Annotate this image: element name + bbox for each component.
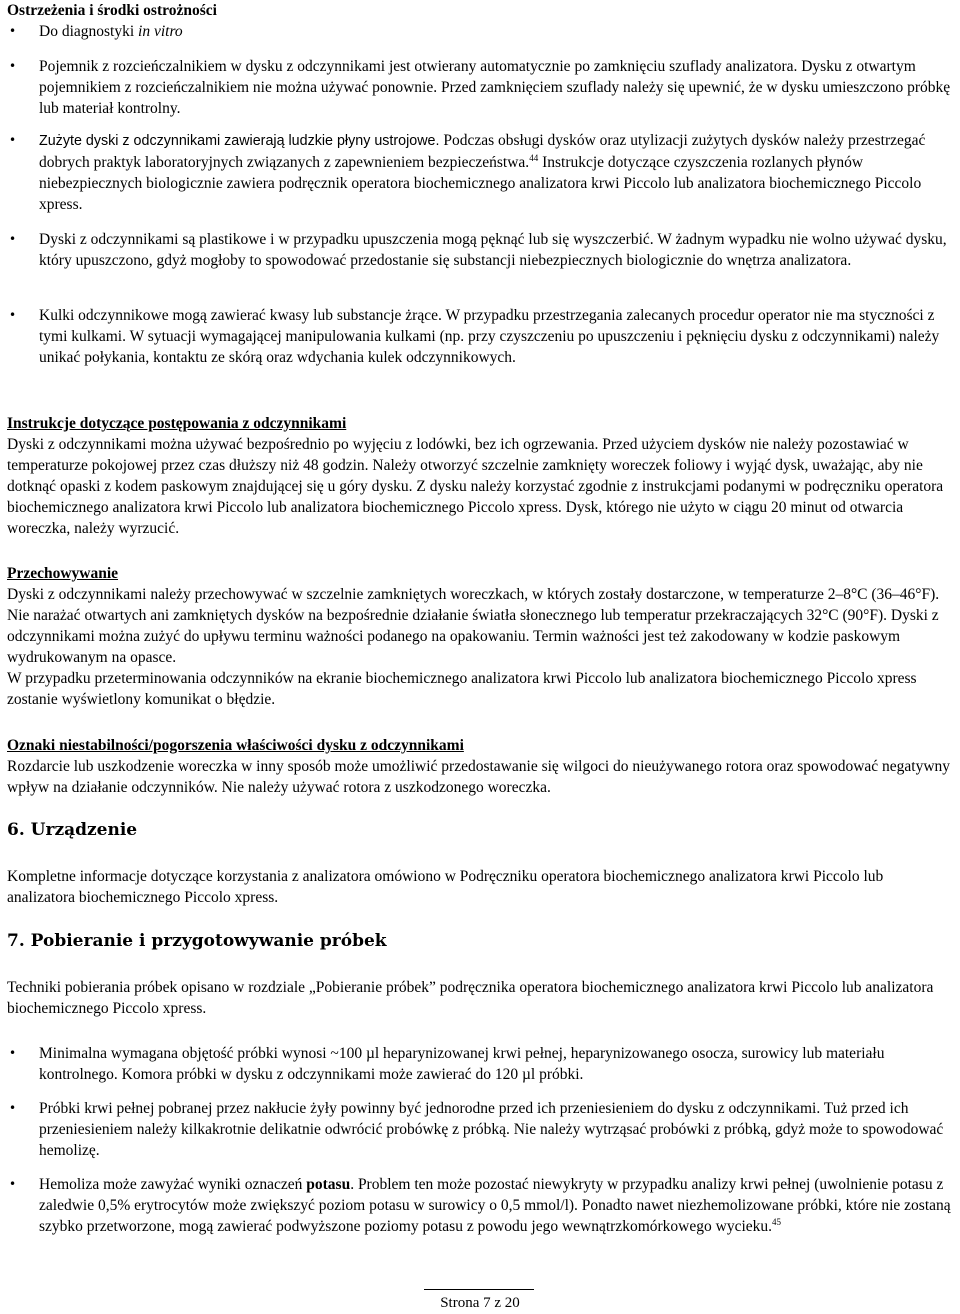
bullet-text: Dyski z odczynnikami są plastikowe i w przypadku upuszczenia mogą pęknąć lub się wyszczerbić. W żadnym wypadku nie wolno używać dysku, który upuszczono, gdyż mogłoby to spowodować przedostanie się substancji niebezpiecznych biologicznie do wnętrza analizatora. bbox=[39, 231, 947, 269]
warnings-bullet-4 bbox=[7, 305, 953, 368]
bullet-text-rest: . Problem ten może pozostać niewykryty w przypadku analizy krwi pełnej (uwolnienie potasu z zaledwie 0,5% erytrocytów może zwiększyć poziom potasu w surowicy o 0,5 mmol/l). Ponadto nawet niezhemolizowane próbki, które nie zostaną szybko przetworzone, mogą zawierać podwyższone poziomy potasu z powodu jego wewnątrzkomórkowego wycieku. bbox=[39, 1176, 951, 1235]
section-6-title: 6. Urządzenie bbox=[7, 820, 138, 840]
section-6-content bbox=[7, 866, 953, 908]
section-7-bullet-1 bbox=[7, 1043, 953, 1085]
section-7-bullet-2 bbox=[7, 1098, 953, 1161]
storage-body-2: W przypadku przeterminowania odczynników na ekranie biochemicznego analizatora krwi Piccolo lub analizatora biochemicznego Piccolo xpress zostanie wyświetlony komunikat o błędzie. bbox=[7, 670, 917, 708]
section-7-bullet-3 bbox=[7, 1174, 953, 1237]
section-7 bbox=[7, 931, 953, 952]
section-7-intro-block bbox=[7, 977, 953, 1019]
instability-body: Rozdarcie lub uszkodzenie woreczka w inny sposób może umożliwić przedostawanie się wilgoci do nieużywanego rotora oraz spowodować negatywny wpływ na działanie odczynników. Nie należy używać rotora z uszkodzonego woreczka. bbox=[7, 758, 951, 796]
bullet-text: Kulki odczynnikowe mogą zawierać kwasy lub substancje żrące. W przypadku przestrzegania zalecanych procedur operator nie ma styczności z tymi kulkami. W sytuacji wymagającej manipulowania kulkami (np. przy czyszczeniu po upuszczeniu i pęknięciu dysku z odczynnikami) należy unikać połykania, kontaktu ze skórą oraz wdychania kulek odczynnikowych. bbox=[39, 307, 940, 366]
bullet-text: Podczas obsługi dysków oraz utylizacji zużytych dysków należy przestrzegać dobrych praktyk laboratoryjnych związanych z zapewnieniem bezpieczeństwa. bbox=[39, 132, 926, 171]
bullet-text: Próbki krwi pełnej pobranej przez nakłucie żyły powinny być jednorodne przed ich przeniesieniem do dysku z odczynnikami. Tuż przed ich przeniesieniem należy kilkakrotnie delikatnie odwrócić probówkę z próbką. Nie należy wytrząsać probówki z próbką, gdyż może to spowodować hemolizę. bbox=[39, 1100, 944, 1159]
storage-section bbox=[7, 563, 953, 710]
section-7-intro: Techniki pobierania próbek opisano w rozdziale „Pobieranie próbek” podręcznika operatora biochemicznego analizatora krwi Piccolo lub analizatora biochemicznego Piccolo xpress. bbox=[7, 979, 934, 1017]
list-item bbox=[7, 1174, 953, 1237]
diag-prefix: Do diagnostyki bbox=[39, 23, 139, 40]
warnings-section bbox=[7, 0, 953, 42]
bullet-text-bold: potasu bbox=[306, 1176, 351, 1193]
instability-section bbox=[7, 735, 953, 798]
storage-body-1: Dyski z odczynnikami należy przechowywać w szczelnie zamkniętych woreczkach, w których zostały dostarczone, w temperaturze 2–8°C (36–46°F). Nie narażać otwartych ani zamkniętych dysków na bezpośrednie działanie światła słonecznego lub temperatur przekraczających 32°C (90°F). Dyski z odczynnikami można zużyć do upływu terminu ważności podanego na opakowaniu. Termin ważności jest też zakodowany w kodzie paskowym wydrukowanym na opasce. bbox=[7, 586, 940, 666]
diag-italic: in vitro bbox=[138, 23, 183, 40]
bullet-text: Hemoliza może zawyżać wyniki oznaczeń bbox=[39, 1176, 307, 1193]
list-item bbox=[7, 21, 953, 42]
page-number: Strona 7 z 20 bbox=[440, 1295, 520, 1311]
list-item bbox=[7, 305, 953, 368]
footer-rule bbox=[424, 1289, 534, 1290]
list-item bbox=[7, 1043, 953, 1085]
bullet-text: Pojemnik z rozcieńczalnikiem w dysku z odczynnikami jest otwierany automatycznie po zamknięciu szuflady analizatora. Dysku z otwartym pojemnikiem z rozcieńczalnikiem nie można używać ponownie. Przed zamknięciem szuflady należy się upewnić, że w dysku umieszczono próbkę lub materiał kontrolny. bbox=[39, 58, 951, 117]
section-6-body: Kompletne informacje dotyczące korzystania z analizatora omówiono w Podręczniku operatora biochemicznego analizatora krwi Piccolo lub analizatora biochemicznego Piccolo xpress. bbox=[7, 868, 884, 906]
list-item bbox=[7, 130, 953, 215]
bullet-text-rest: Instrukcje dotyczące czyszczenia rozlanych płynów niebezpiecznych biologicznie zawiera podręcznik operatora biochemicznego analizatora krwi Piccolo lub analizatora biochemicznego Piccolo xpress. bbox=[39, 154, 922, 213]
warnings-bullet-1 bbox=[7, 56, 953, 119]
list-item bbox=[7, 56, 953, 119]
storage-title: Przechowywanie bbox=[7, 565, 119, 582]
list-item bbox=[7, 229, 953, 271]
instability-title: Oznaki niestabilności/pogorszenia właściwości dysku z odczynnikami bbox=[7, 737, 464, 754]
bullet-text: Minimalna wymagana objętość próbki wynosi ~100 µl heparynizowanej krwi pełnej, heparynizowanego osocza, surowicy lub materiału kontrolnego. Komora próbki w dysku z odczynnikami może zawierać do 120 µl próbki. bbox=[39, 1045, 885, 1083]
list-item bbox=[7, 1098, 953, 1161]
warnings-bullet-2 bbox=[7, 130, 953, 215]
handling-section bbox=[7, 413, 953, 539]
footnote-ref: 44 bbox=[529, 152, 539, 163]
warnings-title: Ostrzeżenia i środki ostrożności bbox=[7, 2, 217, 19]
footnote-ref: 45 bbox=[772, 1216, 782, 1227]
warnings-list bbox=[7, 21, 953, 42]
handling-body: Dyski z odczynnikami można używać bezpośrednio po wyjęciu z lodówki, bez ich ogrzewania. Przed użyciem dysków nie należy pozostawiać w temperaturze pokojowej przez czas dłuższy niż 48 godzin. Należy otworzyć szczelnie zamknięty woreczek foliowy i wyjąć dysk, uważając, aby nie dotknąć opaski z kodem paskowym znajdującej się u góry dysku. Z dysku należy korzystać zgodnie z instrukcjami podanymi w podręczniku operatora biochemicznego analizatora krwi Piccolo lub analizatora biochemicznego Piccolo xpress. Dysk, którego nie użyto w ciągu 20 minut od otwarcia woreczka, należy wyrzucić. bbox=[7, 436, 944, 537]
warnings-bullet-3 bbox=[7, 229, 953, 271]
section-6 bbox=[7, 820, 953, 841]
section-7-title: 7. Pobieranie i przygotowywanie próbek bbox=[7, 931, 387, 951]
handling-title: Instrukcje dotyczące postępowania z odczynnikami bbox=[7, 415, 347, 432]
bullet-text-sans: Zużyte dyski z odczynnikami zawierają ludzkie płyny ustrojowe. bbox=[39, 133, 440, 149]
